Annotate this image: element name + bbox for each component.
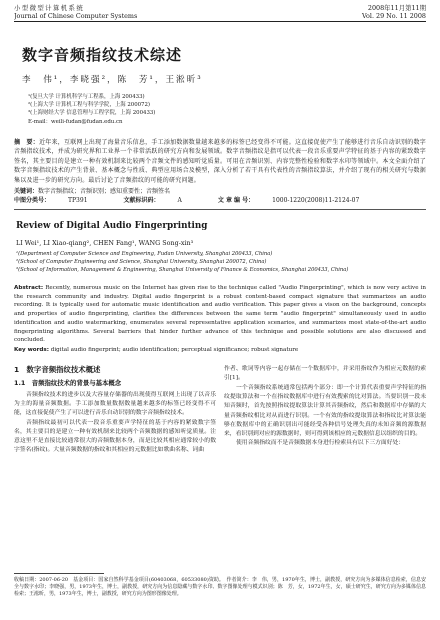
body-paragraph: 音频指纹最初可以代表一段音乐重要声学特征的基于内容的紧致数字签名，其主要目的是建立一种有效机制来比较两个音频数据的感知听觉质量。注意这里不是直接比较通常很大的音频数据本身，而是比较其相应通常较小的数字签名(指纹)。大量音频数据的指纹和其相应的元数据比如歌曲名称、词曲 [14, 419, 216, 454]
paper-title-cn: 数字音频指纹技术综述 [22, 46, 183, 64]
keywords-en-text: digital audio fingerprint; audio identification; perceptual significance; robust signature [50, 347, 299, 354]
abstract-en-label: Abstract: [14, 284, 44, 291]
journal-page [14, 4, 426, 616]
affiliation-en-3: ³(School of Information, Management & Engineering, Shanghai University of Finance & Economics, Shanghai 200433, China) [16, 266, 349, 273]
journal-name-cn: 小型微型计算机系统 [14, 4, 85, 12]
keywords-cn [14, 187, 426, 196]
abstract-cn [14, 138, 426, 186]
right-column [224, 365, 426, 561]
paper-title-en: Review of Digital Audio Fingerprinting [16, 221, 208, 232]
article-id-value: 1000-1220(2008)11-2124-07 [272, 197, 360, 205]
affiliation-cn-1: ¹(复旦大学 计算机科学与工程系，上海 200433) [28, 94, 145, 100]
affiliation-en-1: ¹(Department of Computer Science and Engineering, Fudan University, Shanghai 200433, China) [16, 251, 273, 258]
abstract-cn-text: 近年来，互联网上出现了海量音乐信息，手工添加数据数量越来越多的标签已经变得不可能。这直接促使产生了能够进行音乐自动识别的数字音频指纹技术，并成为研究界和工业界一个非常活跃的研究方向和发展领域。数字音频指纹是指可以代表一段音乐重要声学特征的基于内容的紧致数字签名，其主要目的是建立一种有效机制来比较两个音频文件的感知听觉质量。可用在音频识别、内容完整性检验和数字水印等领域中。本文全面介绍了数字音频指纹技术的产生背景、基本概念与性质、典型应用场合及模型，深入分析了若干具有代表性的音频指纹算法，并介绍了现有的相关研究与数据集以及进一步的研究方向。最后讨论了音频指纹的可能的研究问题。 [14, 138, 426, 184]
keywords-en [14, 346, 426, 355]
body-paragraph: 使用音频指纹而不是音频数据本身进行检索具有以下三方面好处： [236, 440, 405, 447]
footnote-rule [14, 573, 104, 574]
section-heading: 1 数字音频指纹技术概述 [14, 365, 101, 375]
issue-cn: 2008年11月第11期 [367, 4, 426, 12]
clc-label: 中图分类号： [14, 197, 51, 205]
journal-name-en: Journal of Chinese Computer Systems [14, 12, 138, 20]
affiliation-en-2: ²(School of Computer Engineering and Science, Shanghai University, Shanghai 200072, China) [16, 259, 267, 266]
authors-en: LI Wei¹, LI Xiao-qiang², CHEN Fang¹, WANG Song-xin³ [16, 239, 194, 248]
affiliations-cn [28, 93, 426, 126]
footnote: 收稿日期：2007-06-20 基金项目：国家自然科学基金项目(60403068，60533080)资助。 作者简介：李 伟，男，1970年生，博士，副教授，研究方向为多媒体信息检索，信息安全与数字水印；李晓强，男，1973年生，博士，副教授，研究方向为信息隐藏与数字水印、数字图像处理与模式识别；陈 芳，女，1972年生，女，硕士研究生，研究方向为多媒体信息检索；王淞昕，男，1973年生，博士，副教授，研究方向为图形图像处理。 [14, 577, 426, 598]
affiliations-en [16, 251, 426, 274]
subsection-heading: 1.1 音频指纹技术的背景与基本概念 [14, 379, 122, 388]
left-column [14, 365, 216, 561]
email: E-mail：weili-fudan@fudan.edu.cn [28, 118, 123, 125]
header-rule [14, 21, 426, 22]
body-paragraph: 一个音频指纹系统通常包括两个部分：即一个计算代表重要声学特征的指纹提取算法和一个在指纹数据库中进行有效搜索的比对算法。当要识别一段未知音频时，首先按照指纹提取算法计算其音频指纹，然后和数据库中存储的大量音频指纹相比对从而进行识别。一个有效的指纹提取算法和指纹比对算法能够在数据库中的正确识别出可能经受各种信号处理失真的未知音频的源数据来，看识别到对应的源数据时，则可得到该相应的元数据信息以组织的目的。 [224, 384, 426, 438]
body-paragraph: 作者、歌词等内容一起存储在一个数据库中，并采用指纹作为相应元数据的索引[1]。 [224, 366, 426, 382]
affiliation-cn-3: ³(上海财经大学 信息管理与工程学院，上海 200433) [28, 110, 156, 117]
keywords-cn-text: 数字音频指纹；音频识别；感知重要性；音频签名 [38, 188, 171, 196]
body-columns [14, 365, 426, 561]
abstract-en-text: Recently, numerous music on the Internet has given rise to the technique called "Audio Fingerprinting", which is now very active in the research community and industry. Digital audio fingerprint is a robust content-based compact signature that summarizes an audio recording. It is typically used for automatic music identification and audio verification. This paper gives a vison on the background, concepts and properties of audio fingerprinting, clarifies the differences between the same term "audio fingerprint" simultaneously used in audio identification and audio watermarking, enumerates several representative application scenarios, and summarizes most state-of-the-art audio fingerprinting algorithms. Several barriers that hinder further advance of this technique and possible solutions are also discussed and concluded. [14, 284, 426, 344]
abstract-en [14, 284, 426, 346]
classification-row [14, 196, 426, 205]
keywords-en-label: Key words: [14, 347, 49, 354]
issue-en: Vol. 29 No. 11 2008 [362, 12, 426, 20]
abstract-cn-label: 摘 要： [14, 138, 39, 146]
abstract-separator [14, 209, 426, 210]
clc-value: TP391 [68, 197, 88, 205]
doc-code-label: 文献标识码： [123, 197, 160, 205]
article-id-label: 文 章 编 号： [217, 197, 255, 205]
authors-cn: 李 伟¹，李晓强²，陈 芳¹，王淞昕³ [22, 75, 203, 85]
doc-code-value: A [177, 197, 182, 205]
body-paragraph: 音频指纹技术的进步以及大容量存储器的出现使得互联网上出现了以音乐为主的海量音频数据。手工添加数量数据数量越来越多的标签已经变得不可能，这直接促使产生了可以进行音乐自动识别的数字音频指纹技术。 [14, 391, 216, 417]
affiliation-cn-2: ²(上海大学 计算机工程与科学学院，上海 200072) [28, 102, 151, 109]
keywords-cn-label: 关键词： [14, 188, 39, 196]
running-header [14, 4, 426, 20]
